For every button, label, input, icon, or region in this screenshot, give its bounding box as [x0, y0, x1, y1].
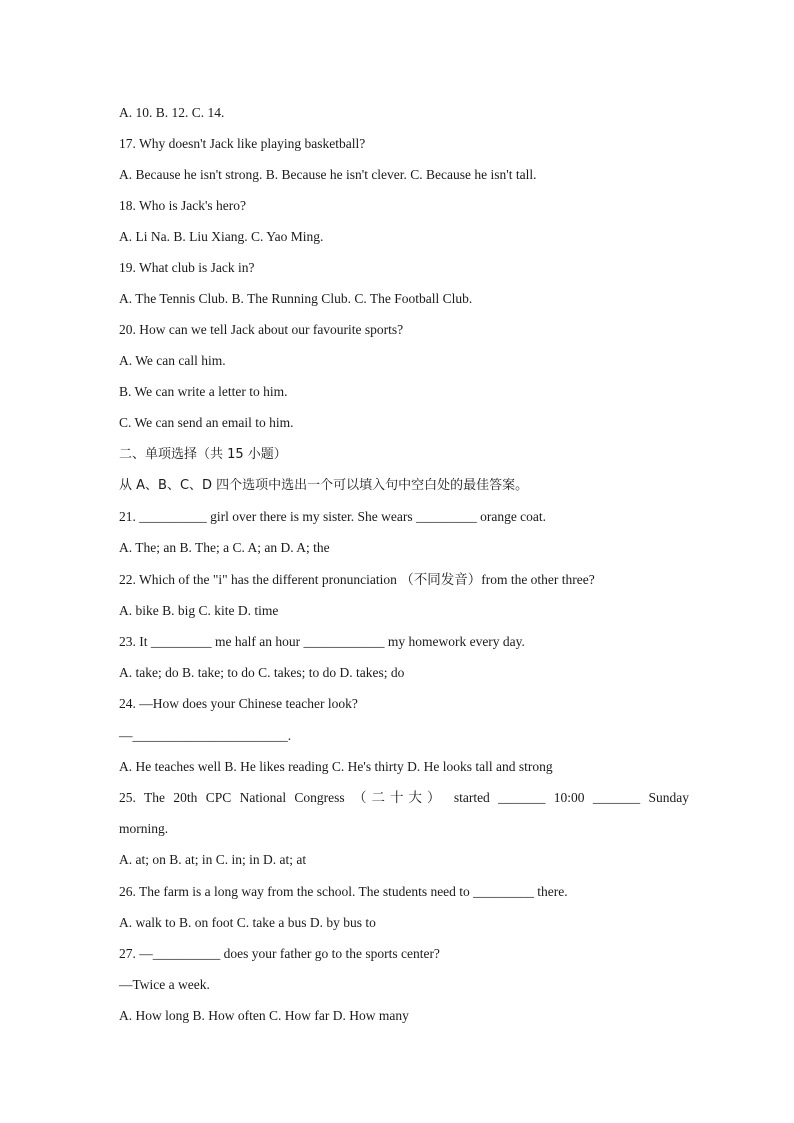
q24-question: 24. —How does your Chinese teacher look? [119, 696, 358, 711]
q22-question: 22. Which of the "i" has the different pronunciation （不同发音）from the other three? [119, 572, 595, 587]
q17-question: 17. Why doesn't Jack like playing basketball? [119, 136, 366, 151]
q26-question: 26. The farm is a long way from the school. The students need to _________ there. [119, 884, 568, 899]
section-instruction: 从 A、B、C、D 四个选项中选出一个可以填入句中空白处的最佳答案。 [119, 478, 529, 493]
q19-options: A. The Tennis Club. B. The Running Club. C. The Football Club. [119, 291, 473, 306]
q24-answer-blank: —_______________________. [119, 728, 292, 743]
q27-question: 27. —__________ does your father go to the sports center? [119, 946, 440, 961]
q25-question-cont: morning. [119, 821, 169, 836]
section-heading: 二、单项选择（共 15 小题） [119, 447, 287, 462]
q20-question: 20. How can we tell Jack about our favourite sports? [119, 322, 404, 337]
q18-options: A. Li Na. B. Liu Xiang. C. Yao Ming. [119, 229, 324, 244]
q21-question: 21. __________ girl over there is my sister. She wears _________ orange coat. [119, 509, 547, 524]
q21-options: A. The; an B. The; a C. A; an D. A; the [119, 540, 330, 555]
q18-question: 18. Who is Jack's hero? [119, 198, 247, 213]
q27-options: A. How long B. How often C. How far D. How many [119, 1008, 409, 1023]
q23-options: A. take; do B. take; to do C. takes; to do D. takes; do [119, 665, 405, 680]
q25-question: 25. The 20th CPC National Congress （二十大） started _______ 10:00 _______ Sunday [119, 790, 689, 805]
q20-option-a: A. We can call him. [119, 353, 226, 368]
q25-options: A. at; on B. at; in C. in; in D. at; at [119, 852, 307, 867]
q20-option-b: B. We can write a letter to him. [119, 384, 288, 399]
q26-options: A. walk to B. on foot C. take a bus D. by bus to [119, 915, 376, 930]
q23-question: 23. It _________ me half an hour ____________ my homework every day. [119, 634, 525, 649]
q17-options: A. Because he isn't strong. B. Because he isn't clever. C. Because he isn't tall. [119, 167, 537, 182]
q27-reply: —Twice a week. [119, 977, 210, 992]
q19-question: 19. What club is Jack in? [119, 260, 255, 275]
q16-options: A. 10. B. 12. C. 14. [119, 105, 225, 120]
q24-options: A. He teaches well B. He likes reading C. He's thirty D. He looks tall and strong [119, 759, 553, 774]
q20-option-c: C. We can send an email to him. [119, 415, 294, 430]
q22-options: A. bike B. big C. kite D. time [119, 603, 279, 618]
